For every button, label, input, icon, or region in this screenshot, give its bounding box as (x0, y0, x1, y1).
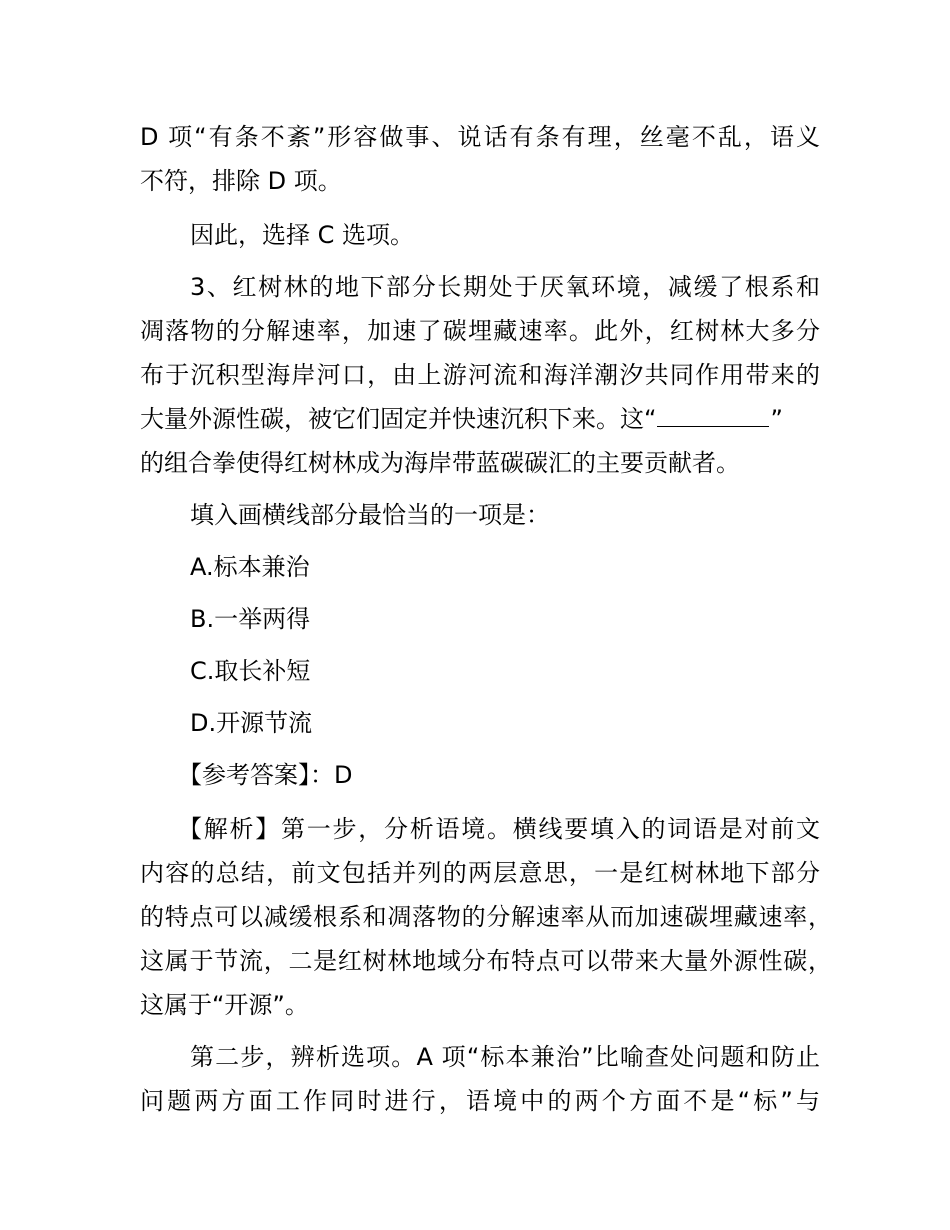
option-c: C.取长补短 (190, 657, 311, 685)
analysis-line: 内容的总结，前文包括并列的两层意思，一是红树林地下部分 (140, 859, 820, 887)
option-d: D.开源节流 (190, 709, 313, 737)
closing-quote: ” (770, 405, 783, 433)
analysis-line: 的特点可以减缓根系和凋落物的分解速率从而加速碳埋藏速率， (140, 903, 832, 931)
text-line: D 项“有条不紊”形容做事、说话有条有理，丝毫不乱，语义 (140, 123, 820, 151)
analysis-line: 这属于“开源”。 (140, 991, 309, 1019)
question-stem-line: 3、红树林的地下部分长期处于厌氧环境，减缓了根系和 (190, 273, 820, 301)
option-a: A.标本兼治 (190, 553, 310, 581)
text-line: 因此，选择 C 选项。 (190, 221, 415, 249)
reference-answer: 【参考答案】：D (178, 761, 353, 789)
question-stem-line: 的组合拳使得红树林成为海岸带蓝碳碳汇的主要贡献者。 (140, 449, 740, 477)
question-stem-line (140, 404, 820, 434)
question-stem-line: 布于沉积型海岸河口，由上游河流和海洋潮汐共同作用带来的 (140, 361, 820, 389)
fill-blank (657, 404, 769, 427)
analysis-line: 问题两方面工作同时进行，语境中的两个方面不是“标”与 (140, 1087, 820, 1115)
question-stem-line: 凋落物的分解速率，加速了碳埋藏速率。此外，红树林大多分 (140, 317, 820, 345)
analysis-line: 【解析】第一步，分析语境。横线要填入的词语是对前文 (178, 815, 820, 843)
analysis-line: 第二步，辨析选项。A 项“标本兼治”比喻查处问题和防止 (190, 1043, 820, 1071)
text-line: 不符，排除 D 项。 (140, 167, 342, 195)
question-prompt: 填入画横线部分最恰当的一项是： (190, 501, 550, 529)
option-b: B.一举两得 (190, 605, 311, 633)
stem-text: 大量外源性碳，被它们固定并快速沉积下来。这“ (140, 405, 657, 433)
analysis-line: 这属于节流，二是红树林地域分布特点可以带来大量外源性碳， (140, 947, 832, 975)
